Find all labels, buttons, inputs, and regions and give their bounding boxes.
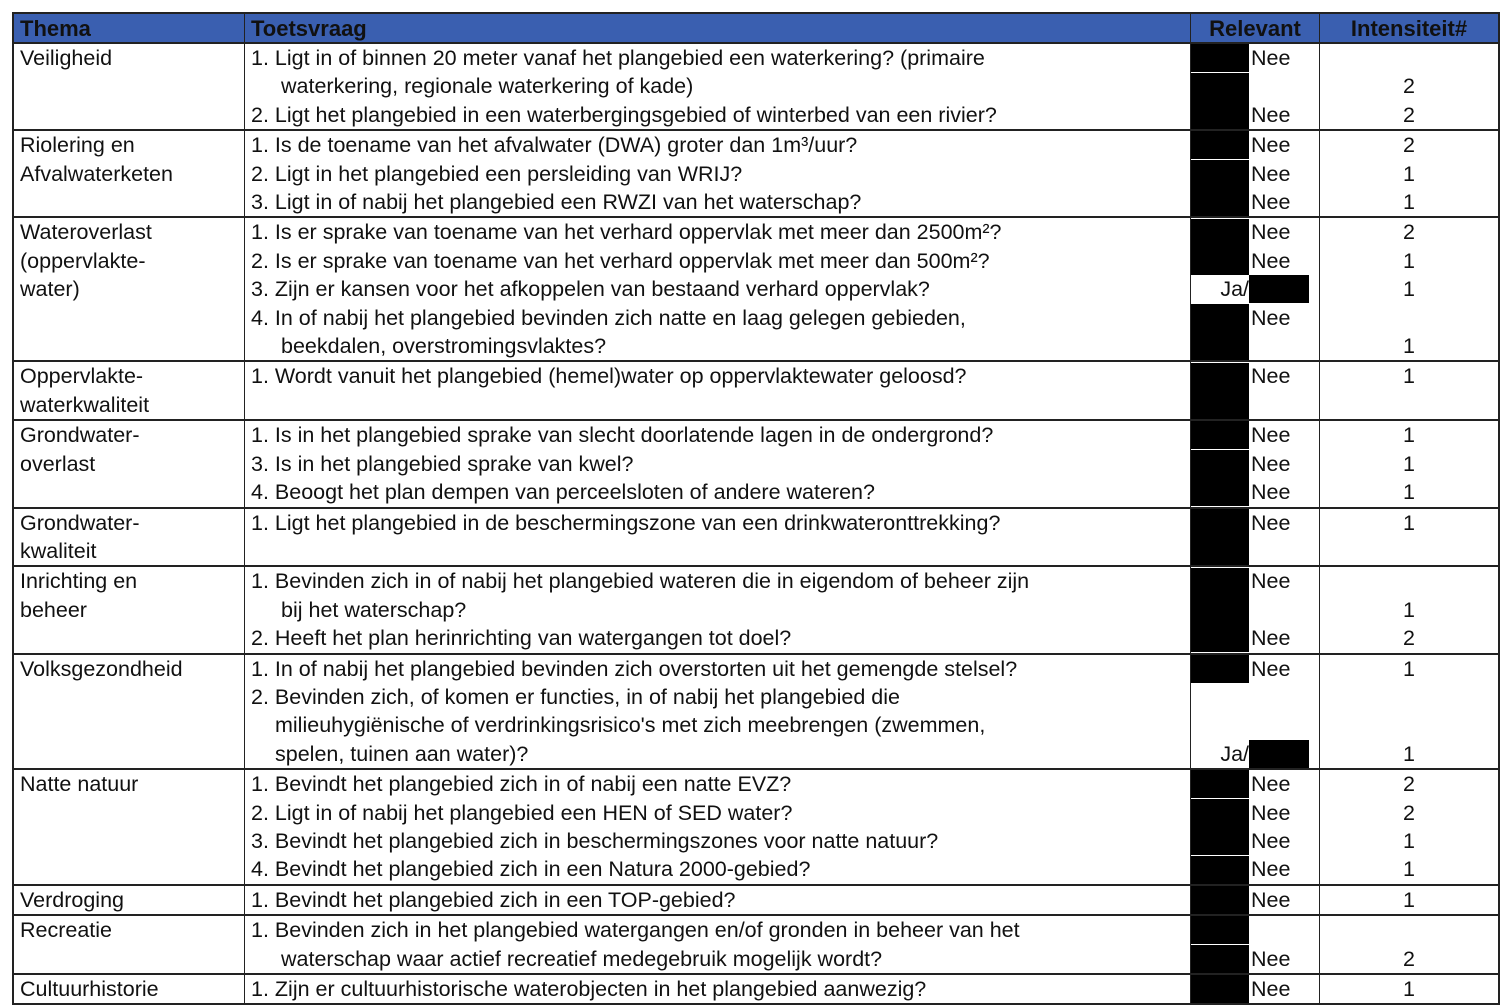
relevant-line — [1191, 855, 1319, 883]
relevant-answer: Nee — [1251, 46, 1291, 70]
intensity-cell — [1320, 567, 1498, 652]
table-body — [14, 44, 1498, 1003]
redaction-block — [1191, 509, 1249, 537]
redaction-block — [1191, 247, 1249, 275]
theme-cell: Verdroging — [14, 886, 245, 914]
question-text — [251, 304, 1184, 361]
table-row — [14, 362, 1498, 421]
question-text — [251, 683, 1184, 768]
redaction-block — [1191, 886, 1249, 914]
intensity-line — [1320, 683, 1498, 711]
question-line: 4. Bevindt het plangebied zich in een Natura 2000-gebied? — [251, 857, 811, 882]
redaction-block — [1191, 827, 1249, 855]
intensity-value: 1 — [1403, 423, 1415, 448]
relevant-line — [1191, 916, 1319, 944]
redaction-block — [1191, 73, 1249, 101]
intensity-value: 1 — [1403, 480, 1415, 505]
table-row — [14, 44, 1498, 131]
table-row — [14, 509, 1498, 568]
question-text — [251, 44, 1184, 101]
question-line: 1. Is in het plangebied sprake van slecht doorlatende lagen in de ondergrond? — [251, 423, 994, 448]
relevant-answer: Ja/ — [1220, 741, 1249, 766]
header-intensiteit: Intensiteit# — [1350, 16, 1468, 41]
relevant-line — [1191, 624, 1319, 652]
relevant-line — [1191, 44, 1319, 72]
question-cell — [245, 655, 1191, 769]
intensity-value: 2 — [1403, 133, 1415, 158]
redaction-block — [1191, 421, 1249, 449]
relevant-line — [1191, 596, 1319, 624]
relevant-line — [1191, 799, 1319, 827]
intensity-cell — [1320, 218, 1498, 360]
relevant-answer: Nee — [1251, 220, 1291, 245]
question-text — [251, 975, 1184, 1003]
relevant-line — [1191, 537, 1319, 565]
intensity-line — [1320, 916, 1498, 944]
relevant-line — [1191, 362, 1319, 390]
relevant-line — [1191, 131, 1319, 159]
question-text — [251, 131, 1184, 159]
intensity-value: 1 — [1403, 364, 1415, 389]
relevant-answer: Nee — [1251, 569, 1291, 594]
intensity-cell — [1320, 655, 1498, 769]
relevant-cell — [1191, 655, 1320, 769]
intensity-value: 1 — [1403, 977, 1415, 1001]
theme-cell: Recreatie — [14, 916, 245, 973]
question-line: 3. Zijn er kansen voor het afkoppelen van bestaand verhard oppervlak? — [251, 277, 930, 302]
theme-cell: Grondwater- kwaliteit — [14, 509, 245, 566]
question-continuation: spelen, tuinen aan water)? — [275, 741, 529, 766]
relevant-line — [1191, 247, 1319, 275]
relevant-answer: Nee — [1251, 510, 1291, 535]
redaction-block — [1191, 537, 1249, 565]
question-line: 1. Is de toename van het afvalwater (DWA) groter dan 1m³/uur? — [251, 133, 858, 158]
question-line: 3. Is in het plangebied sprake van kwel? — [251, 451, 634, 476]
question-text — [251, 188, 1184, 216]
intensity-value: 2 — [1403, 626, 1415, 651]
question-continuation: milieuhygiënische of verdrinkingsrisico's met zich meebrengen (zwemmen, — [275, 713, 986, 738]
intensity-cell — [1320, 886, 1498, 914]
table-row — [14, 916, 1498, 975]
relevant-line — [1191, 101, 1319, 129]
relevant-line — [1191, 770, 1319, 798]
question-continuation: waterkering, regionale waterkering of kade) — [281, 74, 694, 99]
relevant-answer: Nee — [1251, 451, 1291, 476]
redaction-block — [1191, 44, 1249, 72]
theme-cell: Natte natuur — [14, 770, 245, 884]
relevant-answer: Nee — [1251, 133, 1291, 158]
question-cell — [245, 421, 1191, 506]
redaction-block — [1249, 275, 1309, 303]
question-line: 2. Bevinden zich, of komen er functies, in of nabij het plangebied die — [251, 684, 900, 709]
question-line: 1. Bevinden zich in het plangebied watergangen en/of gronden in beheer van het — [251, 918, 1020, 943]
question-text — [251, 101, 1184, 129]
table-row — [14, 131, 1498, 218]
question-text — [251, 450, 1184, 478]
question-text — [251, 770, 1184, 798]
question-line: 1. In of nabij het plangebied bevinden zich overstorten uit het gemengde stelsel? — [251, 656, 1018, 681]
intensity-cell — [1320, 975, 1498, 1003]
table-row — [14, 567, 1498, 654]
question-text — [251, 827, 1184, 855]
redaction-block — [1191, 624, 1249, 652]
relevant-answer: Nee — [1251, 480, 1291, 505]
header-thema: Thema — [14, 14, 245, 42]
relevant-line — [1191, 218, 1319, 246]
relevant-answer: Nee — [1251, 102, 1291, 127]
intensity-value: 2 — [1403, 772, 1415, 797]
question-text — [251, 624, 1184, 652]
table-row — [14, 655, 1498, 771]
intensity-value: 1 — [1403, 857, 1415, 882]
theme-cell: Volksgezondheid — [14, 655, 245, 769]
question-text — [251, 655, 1184, 683]
relevant-line — [1191, 975, 1319, 1003]
question-line: 1. Bevindt het plangebied zich in of nabij een natte EVZ? — [251, 772, 792, 797]
relevant-answer: Nee — [1251, 656, 1291, 681]
redaction-block — [1191, 770, 1249, 798]
relevant-cell — [1191, 567, 1320, 652]
table-row — [14, 421, 1498, 508]
question-text — [251, 421, 1184, 449]
relevant-cell — [1191, 44, 1320, 129]
relevant-cell — [1191, 218, 1320, 360]
relevant-line — [1191, 740, 1319, 768]
question-line: 2. Ligt het plangebied in een waterbergingsgebied of winterbed van een rivier? — [251, 102, 997, 127]
relevant-line — [1191, 886, 1319, 914]
redaction-block — [1191, 799, 1249, 827]
question-continuation: waterschap waar actief recreatief medegebruik mogelijk wordt? — [281, 946, 883, 971]
relevant-answer: Nee — [1251, 423, 1291, 448]
table-header — [14, 14, 1498, 44]
relevant-line — [1191, 827, 1319, 855]
relevant-line — [1191, 304, 1319, 332]
header-toetsvraag: Toetsvraag — [245, 14, 1191, 42]
relevant-answer: Nee — [1251, 190, 1291, 214]
relevant-line — [1191, 509, 1319, 537]
redaction-block — [1249, 740, 1309, 768]
question-cell — [245, 886, 1191, 914]
theme-cell: Riolering en Afvalwaterketen — [14, 131, 245, 216]
intensity-line — [1320, 304, 1498, 332]
relevant-line — [1191, 72, 1319, 100]
theme-cell: Veiligheid — [14, 44, 245, 129]
intensity-line — [1320, 391, 1498, 419]
question-line: 3. Ligt in of nabij het plangebied een RWZI van het waterschap? — [251, 190, 862, 215]
intensity-value: 1 — [1403, 887, 1415, 912]
question-line: 1. Bevindt het plangebied zich in een TOP-gebied? — [251, 887, 736, 912]
relevant-answer: Nee — [1251, 364, 1291, 389]
relevant-line — [1191, 711, 1319, 739]
relevant-line — [1191, 655, 1319, 683]
question-cell — [245, 509, 1191, 566]
redaction-block — [1191, 568, 1249, 596]
intensity-cell — [1320, 770, 1498, 884]
relevant-answer: Nee — [1251, 248, 1291, 273]
question-text — [251, 886, 1184, 914]
relevant-line — [1191, 332, 1319, 360]
relevant-cell — [1191, 916, 1320, 973]
relevant-line — [1191, 188, 1319, 216]
theme-cell: Oppervlakte- waterkwaliteit — [14, 362, 245, 419]
intensity-value: 1 — [1403, 161, 1415, 186]
relevant-answer: Nee — [1251, 161, 1291, 186]
question-text — [251, 478, 1184, 506]
question-continuation: beekdalen, overstromingsvlaktes? — [281, 334, 607, 359]
intensity-value: 1 — [1403, 277, 1415, 302]
redaction-block — [1191, 332, 1249, 360]
table-row — [14, 886, 1498, 916]
intensity-value: 2 — [1403, 946, 1415, 971]
question-cell — [245, 916, 1191, 973]
relevant-line — [1191, 683, 1319, 711]
question-text — [251, 855, 1184, 883]
intensity-value: 2 — [1403, 74, 1415, 99]
question-line: 4. In of nabij het plangebied bevinden zich natte en laag gelegen gebieden, — [251, 305, 966, 330]
theme-cell: Wateroverlast (oppervlakte- water) — [14, 218, 245, 360]
intensity-value: 2 — [1403, 800, 1415, 825]
redaction-block — [1191, 856, 1249, 884]
redaction-block — [1191, 975, 1249, 1003]
redaction-block — [1191, 596, 1249, 624]
redaction-block — [1191, 655, 1249, 683]
relevant-cell — [1191, 770, 1320, 884]
relevant-line — [1191, 567, 1319, 595]
intensity-value: 2 — [1403, 220, 1415, 245]
table-row — [14, 218, 1498, 362]
relevant-line — [1191, 391, 1319, 419]
relevant-line — [1191, 275, 1319, 303]
question-line: 1. Ligt het plangebied in de beschermingszone van een drinkwateronttrekking? — [251, 510, 1001, 535]
relevant-cell — [1191, 886, 1320, 914]
question-line: 1. Ligt in of binnen 20 meter vanaf het plangebied een waterkering? (primaire — [251, 46, 985, 70]
question-cell — [245, 218, 1191, 360]
redaction-block — [1191, 160, 1249, 188]
question-line: 1. Wordt vanuit het plangebied (hemel)water op oppervlaktewater geloosd? — [251, 364, 967, 389]
intensity-value: 1 — [1403, 334, 1415, 358]
intensity-line — [1320, 44, 1498, 72]
redaction-block — [1191, 219, 1249, 247]
question-line: 1. Zijn er cultuurhistorische waterobjecten in het plangebied aanwezig? — [251, 977, 927, 1001]
relevant-answer: Nee — [1251, 887, 1291, 912]
intensity-value: 1 — [1403, 828, 1415, 853]
intensity-cell — [1320, 509, 1498, 566]
intensity-line — [1320, 711, 1498, 739]
intensity-value: 1 — [1403, 248, 1415, 273]
redaction-block — [1191, 450, 1249, 478]
intensity-cell — [1320, 44, 1498, 129]
relevant-answer: Nee — [1251, 977, 1291, 1001]
question-line: 2. Ligt in het plangebied een persleiding van WRIJ? — [251, 161, 743, 186]
question-text — [251, 275, 1184, 303]
question-text — [251, 218, 1184, 246]
relevant-answer: Nee — [1251, 828, 1291, 853]
question-line: 2. Heeft het plan herinrichting van watergangen tot doel? — [251, 626, 792, 651]
relevant-line — [1191, 478, 1319, 506]
question-line: 1. Is er sprake van toename van het verhard oppervlak met meer dan 2500m²? — [251, 220, 1002, 245]
intensity-value: 1 — [1403, 741, 1415, 766]
redaction-block — [1191, 131, 1249, 159]
intensity-cell — [1320, 131, 1498, 216]
intensity-value: 1 — [1403, 597, 1415, 622]
table-row — [14, 770, 1498, 886]
theme-cell: Cultuurhistorie — [14, 975, 245, 1003]
relevant-cell — [1191, 421, 1320, 506]
intensity-line — [1320, 567, 1498, 595]
intensity-cell — [1320, 362, 1498, 419]
table-row — [14, 975, 1498, 1003]
redaction-block — [1191, 188, 1249, 216]
intensity-cell — [1320, 421, 1498, 506]
relevant-line — [1191, 450, 1319, 478]
redaction-block — [1191, 304, 1249, 332]
question-line: 1. Bevinden zich in of nabij het plangebied wateren die in eigendom of beheer zijn — [251, 569, 1030, 594]
redaction-block — [1191, 391, 1249, 419]
question-text — [251, 799, 1184, 827]
question-cell — [245, 44, 1191, 129]
question-text — [251, 509, 1184, 537]
relevant-answer: Nee — [1251, 626, 1291, 651]
intensity-value: 1 — [1403, 190, 1415, 214]
question-text — [251, 160, 1184, 188]
question-text — [251, 567, 1184, 624]
redaction-block — [1191, 478, 1249, 506]
relevant-answer: Nee — [1251, 305, 1291, 330]
redaction-block — [1191, 101, 1249, 129]
header-relevant: Relevant — [1191, 14, 1320, 42]
relevant-answer: Nee — [1251, 800, 1291, 825]
question-line: 2. Is er sprake van toename van het verhard oppervlak met meer dan 500m²? — [251, 248, 990, 273]
relevant-cell — [1191, 509, 1320, 566]
intensity-value: 1 — [1403, 510, 1415, 535]
question-cell — [245, 362, 1191, 419]
theme-cell: Grondwater- overlast — [14, 421, 245, 506]
question-line: 4. Beoogt het plan dempen van perceelsloten of andere wateren? — [251, 480, 875, 505]
question-text — [251, 916, 1184, 973]
question-cell — [245, 975, 1191, 1003]
question-continuation: bij het waterschap? — [281, 597, 467, 622]
assessment-table — [12, 12, 1500, 1005]
relevant-line — [1191, 160, 1319, 188]
intensity-value: 2 — [1403, 102, 1415, 127]
intensity-line — [1320, 537, 1498, 565]
theme-cell: Inrichting en beheer — [14, 567, 245, 652]
relevant-cell — [1191, 362, 1320, 419]
relevant-line — [1191, 945, 1319, 973]
question-cell — [245, 770, 1191, 884]
redaction-block — [1191, 916, 1249, 944]
question-text — [251, 362, 1184, 390]
relevant-answer: Ja/ — [1220, 277, 1249, 302]
intensity-value: 1 — [1403, 656, 1415, 681]
relevant-answer: Nee — [1251, 946, 1291, 971]
intensity-cell — [1320, 916, 1498, 973]
relevant-answer: Nee — [1251, 857, 1291, 882]
question-line: 3. Bevindt het plangebied zich in beschermingszones voor natte natuur? — [251, 828, 939, 853]
relevant-answer: Nee — [1251, 772, 1291, 797]
relevant-line — [1191, 421, 1319, 449]
question-cell — [245, 131, 1191, 216]
redaction-block — [1191, 945, 1249, 973]
relevant-cell — [1191, 975, 1320, 1003]
relevant-cell — [1191, 131, 1320, 216]
redaction-block — [1191, 363, 1249, 391]
intensity-value: 1 — [1403, 451, 1415, 476]
question-cell — [245, 567, 1191, 652]
question-line: 2. Ligt in of nabij het plangebied een HEN of SED water? — [251, 800, 793, 825]
question-text — [251, 247, 1184, 275]
